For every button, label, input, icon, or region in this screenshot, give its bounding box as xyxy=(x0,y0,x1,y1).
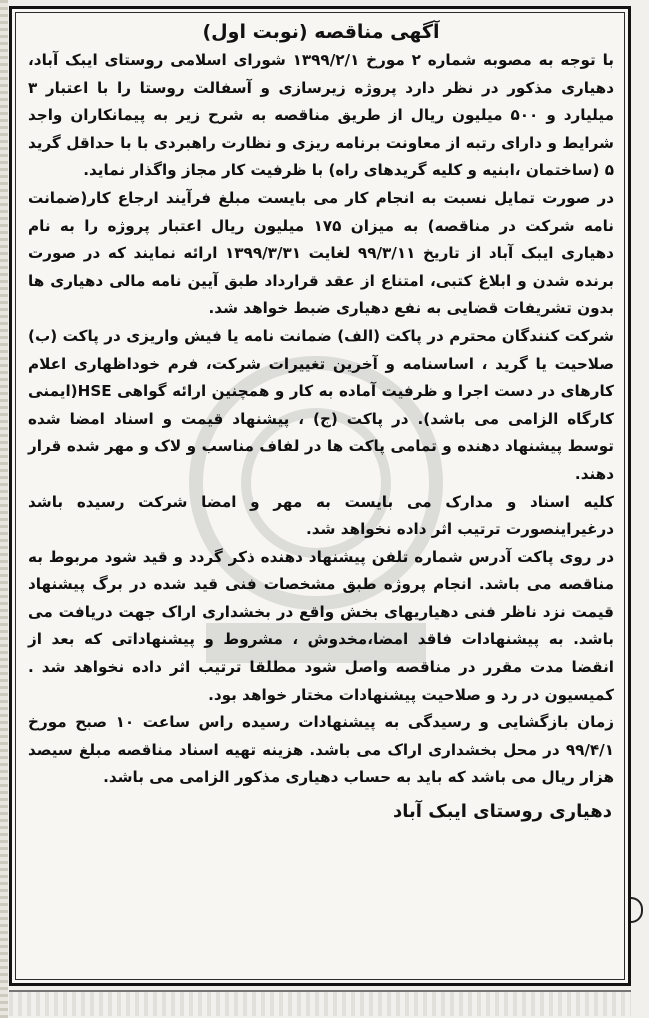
tender-notice-inner-frame xyxy=(15,12,625,980)
notice-paragraph-guarantee: در صورت تمایل نسبت به انجام کار می بایست مبلغ فرآیند ارجاع کار(ضمانت نامه شرکت در مناقصه) به میزان ۱۷۵ میلیون ریال اعتبار پروژه را به نام دهیاری ایبک آباد از تاریخ ۹۹/۳/۱۱ لغایت ۱۳۹۹/۳/۳۱ ارائه نمایند که در صورت برنده شدن و ابلاغ کتبی، امتناع از عقد قرارداد طبق آیین نامه مالی دهیاری ها بدون تشریفات قضایی به نفع دهیاری ضبط خواهد شد. xyxy=(28,188,614,318)
adjacent-clipping-edge xyxy=(0,0,8,1018)
tender-notice-box xyxy=(9,6,631,986)
notice-paragraph-opening: زمان بازگشایی و رسیدگی به پیشنهادات رسیده راس ساعت ۱۰ صبح مورخ ۹۹/۴/۱ در محل بخشداری اراک می باشد. هزینه تهیه اسناد مناقصه مبلغ سیصد هزار ریال می باشد که باید به حساب دهیاری مذکور الزامی می باشد. xyxy=(28,713,614,787)
notice-signature: دهیاری روستای ایبک آباد xyxy=(393,801,612,823)
notice-paragraph-envelopes: شرکت کنندگان محترم در پاکت (الف) ضمانت نامه یا فیش واریزی در پاکت (ب) صلاحیت یا گرید ، اساسنامه و آخرین تغییرات شرکت، فرم خوداظهاری اعلام کارهای در دست اجرا و ظرفیت آماده به کار و همچنین ارائه گواهی HSE(ایمنی کارگاه الزامی می باشد). در پاکت (ج) ، پیشنهاد قیمت و اسناد امضا شده توسط پیشنهاد دهنده و تمامی پاکت ها در لفاف مناسب و لاک و مهر شده قرار دهند. xyxy=(28,326,614,483)
notice-paragraph-project: با توجه به مصوبه شماره ۲ مورخ ۱۳۹۹/۲/۱ شورای اسلامی روستای ایبک آباد، دهیاری مذکور در نظر دارد پروژه زیرسازی و آسفالت روستا را با اعتبار ۳ میلیارد و ۵۰۰ میلیون ریال از طریق مناقصه به شرح زیر به پیمانکاران واجد شرایط و دارای رتبه از معاونت برنامه ریزی و نظارت راهبردی با با حداقل گرید ۵ (ساختمان ،ابنیه و کلیه گریدهای راه) با ظرفیت کار مجاز واگذار نماید. xyxy=(28,51,614,180)
notice-paragraph-signing: کلیه اسناد و مدارک می بایست به مهر و امضا شرکت رسیده باشد درغیراینصورت ترتیب اثر داده نخواهد شد. xyxy=(28,492,614,539)
notice-title: آگهی مناقصه (نوبت اول) xyxy=(202,21,440,43)
next-clipping-edge xyxy=(9,990,631,1016)
notice-paragraph-address: در روی پاکت آدرس شماره تلفن پیشنهاد دهنده ذکر گردد و قید شود مربوط به مناقصه می باشد. انجام پروژه طبق مشخصات فنی قید شده در برگ پیشنهاد قیمت نزد ناظر فنی دهیاریهای بخش واقع در بخشداری اراک جهت دریافت می باشد. به پیشنهادات فاقد امضا،مخدوش ، مشروط و پیشنهاداتی که بعد از انقضا مدت مقرر در مناقصه واصل شود مطلقا ترتیب اثر داده نخواهد شد . کمیسیون در رد و صلاحیت پیشنهادات مختار خواهد بود. xyxy=(28,547,614,704)
page-edge-bracket-icon xyxy=(631,897,643,923)
